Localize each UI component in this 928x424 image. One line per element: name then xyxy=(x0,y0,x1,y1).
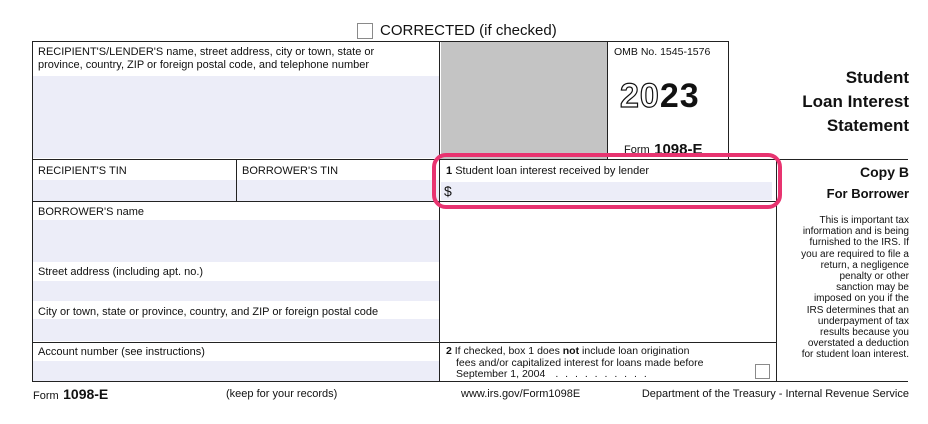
borrower-name-field[interactable] xyxy=(33,220,439,262)
city-label: City or town, state or province, country, and ZIP or foreign postal code xyxy=(38,306,379,318)
recipient-address-label xyxy=(38,46,374,72)
form-label-top-name: 1098-E xyxy=(654,141,703,158)
copy-notice-line: results because you xyxy=(820,327,909,339)
box2-text-bold: not xyxy=(562,345,580,357)
box1-label-text: Student loan interest received by lender xyxy=(455,165,650,177)
copy-notice-line: IRS determines that an xyxy=(806,304,909,316)
copy-notice-line: penalty or other xyxy=(839,271,909,283)
tax-year-suffix: 23 xyxy=(659,77,700,115)
row-line-3 xyxy=(32,342,777,343)
recipient-address-field[interactable] xyxy=(33,76,439,158)
copy-notice-line: underpayment of tax xyxy=(817,315,909,327)
street-address-label: Street address (including apt. no.) xyxy=(38,266,204,278)
footer-form-prefix: Form xyxy=(33,390,59,402)
box2-dots: . . . . . . . . . . xyxy=(555,368,649,380)
form-title xyxy=(740,66,909,138)
box1-highlight xyxy=(432,153,782,209)
account-number-label: Account number (see instructions) xyxy=(38,346,205,358)
borrower-name-label: BORROWER'S name xyxy=(38,206,145,218)
gray-box xyxy=(441,42,607,159)
copy-notice-line: for student loan interest. xyxy=(801,349,909,361)
bottom-border xyxy=(32,381,908,382)
tax-year xyxy=(620,76,700,116)
box2-checkbox[interactable] xyxy=(755,364,770,379)
divider-vertical-tin xyxy=(236,159,237,202)
copy-notice-line: you are required to file a xyxy=(801,248,909,260)
footer-form-name: 1098-E xyxy=(63,386,109,402)
corrected-label: CORRECTED (if checked) xyxy=(380,22,557,39)
top-border xyxy=(32,41,729,42)
account-number-field[interactable] xyxy=(33,361,439,381)
box1-currency: $ xyxy=(444,183,452,199)
box2-line2: fees and/or capitalized interest for loans made before xyxy=(456,356,704,369)
copy-notice-line: furnished to the IRS. If xyxy=(809,237,909,249)
borrower-tin-field[interactable] xyxy=(237,180,439,201)
divider-vertical-left xyxy=(439,41,440,382)
copy-notice-line: imposed on you if the xyxy=(813,293,909,305)
recipient-tin-label: RECIPIENT'S TIN xyxy=(38,165,127,177)
box2-text-part1: If checked, box 1 does xyxy=(454,345,560,357)
recipient-address-label-line2: province, country, ZIP or foreign postal code, and telephone number xyxy=(38,59,370,71)
footer-keep: (keep for your records) xyxy=(226,388,338,400)
box2-number: 2 xyxy=(446,345,452,357)
box2-line3 xyxy=(446,369,746,381)
copy-notice-line: This is important tax xyxy=(819,215,909,226)
box2-line3-text: September 1, 2004 xyxy=(456,368,546,380)
copy-notice-line: overstated a deduction xyxy=(807,338,909,350)
copy-name: Copy B xyxy=(860,164,909,180)
divider-vertical-omb xyxy=(728,41,729,159)
box2-label xyxy=(446,346,746,381)
city-field[interactable] xyxy=(33,319,439,341)
divider-vertical-gray xyxy=(607,41,608,159)
copy-notice-line: return, a negligence xyxy=(820,259,909,271)
box2-text-part2: include loan origination xyxy=(582,345,690,357)
footer-url[interactable]: www.irs.gov/Form1098E xyxy=(461,388,581,400)
omb-number: OMB No. 1545-1576 xyxy=(614,46,711,58)
form-title-line1: Student xyxy=(845,68,909,87)
copy-notice xyxy=(779,215,909,361)
copy-notice-line: sanction may be xyxy=(836,282,909,294)
tax-year-prefix: 20 xyxy=(620,77,660,115)
footer-form xyxy=(33,386,108,404)
copy-notice-line: information and is being xyxy=(802,226,909,238)
borrower-tin-label: BORROWER'S TIN xyxy=(242,165,339,177)
copy-for: For Borrower xyxy=(826,186,909,201)
form-left-border xyxy=(32,41,33,382)
box1-number: 1 xyxy=(446,165,453,177)
form-title-line2: Loan Interest xyxy=(802,92,909,111)
corrected-checkbox[interactable] xyxy=(357,23,373,39)
box2-line1 xyxy=(446,346,746,358)
form-label-top-prefix: Form xyxy=(624,144,650,156)
recipient-address-label-line1: RECIPIENT'S/LENDER'S name, street address, city or town, state or xyxy=(38,46,375,58)
street-address-field[interactable] xyxy=(33,281,439,301)
recipient-tin-field[interactable] xyxy=(33,180,236,201)
footer-dept: Department of the Treasury - Internal Revenue Service xyxy=(641,388,909,400)
form-title-line3: Statement xyxy=(826,116,909,135)
